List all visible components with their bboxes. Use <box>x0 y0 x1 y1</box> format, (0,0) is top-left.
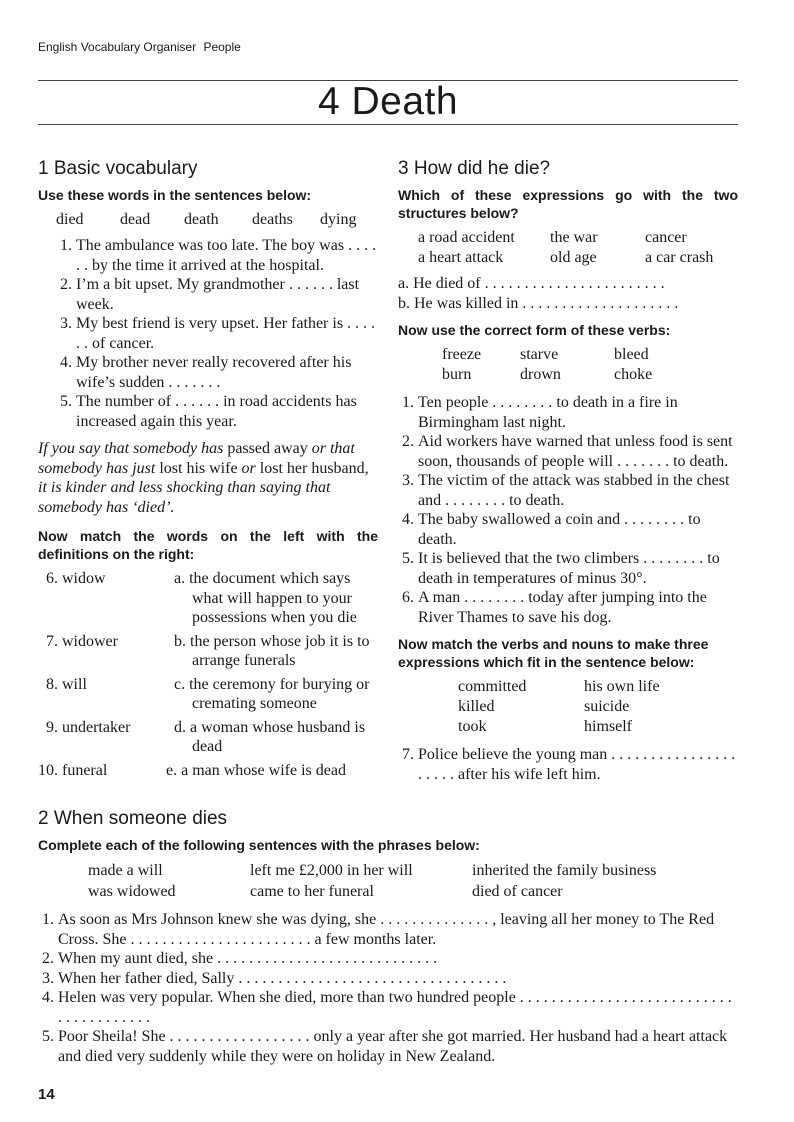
exercise-item: 5. The number of . . . . . . in road accidents has increased again this year. <box>60 393 357 430</box>
pair-item: committed <box>458 678 527 695</box>
word-bank-item: death <box>184 211 219 228</box>
section-how-did-he-die <box>398 158 738 784</box>
matching-table <box>38 569 378 780</box>
exercise-item: 3. When her father died, Sally . . . . . . . . . . . . . . . . . . . . . . . . . . . . . . . . . . <box>42 969 507 987</box>
phrase-item: died of cancer <box>472 883 563 900</box>
phrase-bank <box>88 860 738 902</box>
running-head <box>38 40 241 54</box>
exercise-list <box>30 910 738 1066</box>
exercise-item: 2. When my aunt died, she . . . . . . . . . . . . . . . . . . . . . . . . . . . . <box>42 950 438 967</box>
exercise-item: 6. A man . . . . . . . . today after jumping into the River Thames to save his dog. <box>402 589 707 626</box>
bottom-rule <box>38 124 738 125</box>
expression-item: cancer <box>645 229 687 246</box>
phrase-item: made a will <box>88 862 163 879</box>
exercise-item: 2. I’m a bit upset. My grandmother . . . . . . last week. <box>60 276 360 313</box>
word-bank <box>56 210 378 230</box>
exercise-item: 5. Poor Sheila! She . . . . . . . . . . . . . . . . . . only a year after she got married. Her husband had a heart attack and died very suddenly while they were on holiday in New Zealand. <box>42 1028 728 1065</box>
match-row: 8. will c. the ceremony for burying or cremating someone <box>46 675 370 712</box>
match-row: 9. undertaker d. a woman whose husband is dead <box>46 718 366 755</box>
word-bank-item: deaths <box>252 211 293 228</box>
section-3-instruction: Which of these expressions go with the two structures below? <box>398 187 738 221</box>
section-3-title: 3 How did he die? <box>398 158 551 179</box>
exercise-item: 2. Aid workers have warned that unless food is sent soon, thousands of people will . . . . . . . to death. <box>402 433 733 470</box>
exercise-item: 1. The ambulance was too late. The boy was . . . . . . by the time it arrived at the hospital. <box>60 237 377 274</box>
section-2-instruction: Complete each of the following sentences with the phrases below: <box>38 837 480 853</box>
phrase-item: inherited the family business <box>472 862 657 879</box>
exercise-item: 3. My best friend is very upset. Her father is . . . . . . of cancer. <box>60 315 376 352</box>
verb-item: choke <box>614 366 653 383</box>
exercise-item: 4. The baby swallowed a coin and . . . . . . . . to death. <box>402 511 701 548</box>
match-instruction: Now match the words on the left with the definitions on the right: <box>38 528 378 562</box>
verb-item: freeze <box>442 346 482 363</box>
exercise-item: 7. Police believe the young man . . . . . . . . . . . . . . . . . . . . . after his wife left him. <box>402 746 736 783</box>
exercise-item: 1. As soon as Mrs Johnson knew she was dying, she . . . . . . . . . . . . . . , leaving all her money to The Red Cross. She . . . . . . . . . . . . . . . . . . . . . . . a few months later. <box>42 911 715 948</box>
verb-item: starve <box>520 346 559 363</box>
verbs-instruction: Now use the correct form of these verbs: <box>398 322 671 338</box>
section-when-someone-dies <box>38 808 738 1066</box>
section-basic-vocabulary <box>38 158 378 784</box>
section-name: People <box>203 40 241 54</box>
pair-item: himself <box>584 718 632 735</box>
phrase-item: was widowed <box>88 883 176 900</box>
exercise-list <box>390 745 738 784</box>
section-1-title: 1 Basic vocabulary <box>38 158 198 179</box>
expression-item: a car crash <box>645 249 714 266</box>
pairs-instruction: Now match the verbs and nouns to make three expressions which fit in the sentence below: <box>398 636 709 670</box>
expression-item: old age <box>550 249 597 266</box>
structures <box>398 274 738 313</box>
exercise-item: 5. It is believed that the two climbers . . . . . . . . to death in temperatures of minus 30°. <box>402 550 720 587</box>
verb-item: burn <box>442 366 472 383</box>
verb-item: drown <box>520 366 561 383</box>
section-2-title: 2 When someone dies <box>38 808 228 829</box>
structure-a: a. He died of . . . . . . . . . . . . . . . . . . . . . . . <box>398 275 665 292</box>
pair-item: killed <box>458 698 495 715</box>
exercise-list <box>390 393 738 627</box>
phrase-item: left me £2,000 in her will <box>250 862 413 879</box>
match-row: 6. widow a. the document which says what will happen to your possessions when you die <box>46 570 357 626</box>
phrase-item: came to her funeral <box>250 883 374 900</box>
exercise-item: 4. My brother never really recovered after his wife’s sudden . . . . . . . <box>60 354 352 391</box>
verb-item: bleed <box>614 346 649 363</box>
verb-noun-bank <box>458 677 738 737</box>
pair-item: took <box>458 718 487 735</box>
expression-item: a road accident <box>418 229 515 246</box>
word-bank-item: died <box>56 211 84 228</box>
exercise-list <box>38 236 378 431</box>
word-bank-item: dead <box>120 211 151 228</box>
pair-item: his own life <box>584 678 660 695</box>
section-1-instruction: Use these words in the sentences below: <box>38 187 312 203</box>
exercise-item: 4. Helen was very popular. When she died, more than two hundred people . . . . . . . . . . . . . . . . . . . . . . . . . . . . . . . . . . . . . . . <box>42 989 732 1026</box>
match-row: 10. funeral e. a man whose wife is dead <box>38 761 346 779</box>
page-number: 14 <box>38 1086 55 1103</box>
exercise-item: 3. The victim of the attack was stabbed in the chest and . . . . . . . . to death. <box>402 472 730 509</box>
pair-item: suicide <box>584 698 630 715</box>
chapter-title: 4 Death <box>317 80 459 123</box>
expression-item: a heart attack <box>418 249 504 266</box>
book-title: English Vocabulary Organiser <box>38 40 197 54</box>
verb-bank <box>442 345 738 385</box>
word-bank-item: dying <box>320 211 357 228</box>
match-row: 7. widower b. the person whose job it is to arrange funerals <box>46 632 370 669</box>
exercise-item: 1. Ten people . . . . . . . . to death in a fire in Birmingham last night. <box>402 394 678 431</box>
expression-bank <box>418 228 738 268</box>
structure-b: b. He was killed in . . . . . . . . . . . . . . . . . . . . <box>398 294 679 312</box>
expression-item: the war <box>550 229 598 246</box>
usage-note: If you say that somebody has passed away or that somebody has just lost his wife or lost her husband, it is kinder and less shocking than saying that somebody has ‘died’. <box>38 440 369 516</box>
